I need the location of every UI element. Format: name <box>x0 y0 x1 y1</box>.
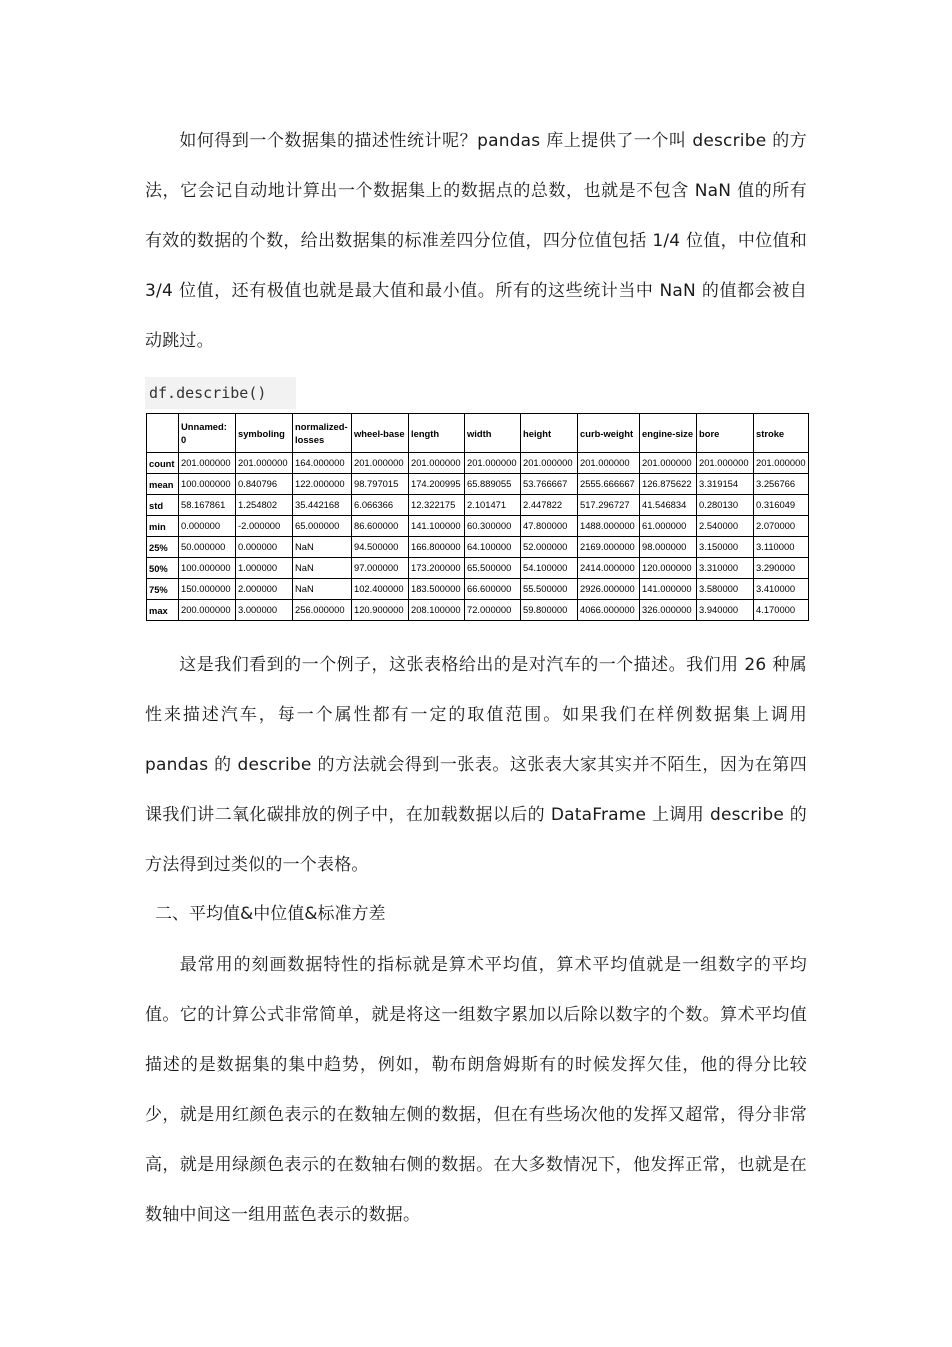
table-cell: 0.840796 <box>236 474 293 495</box>
table-cell: 0.316049 <box>754 495 809 516</box>
row-label: count <box>147 453 179 474</box>
row-label: std <box>147 495 179 516</box>
table-cell: 326.000000 <box>640 600 697 621</box>
table-cell: 102.400000 <box>352 579 409 600</box>
table-cell: 3.000000 <box>236 600 293 621</box>
table-cell: NaN <box>293 579 352 600</box>
column-header <box>147 414 179 453</box>
column-header: normalized-losses <box>293 414 352 453</box>
table-cell: 72.000000 <box>465 600 521 621</box>
table-cell: 97.000000 <box>352 558 409 579</box>
table-cell: 3.110000 <box>754 537 809 558</box>
table-cell: 0.280130 <box>697 495 754 516</box>
paragraph-text: 这是我们看到的一个例子，这张表格给出的是对汽车的一个描述。我们用 26 种属性来描述汽车，每一个属性都有一定的取值范围。如果我们在样例数据集上调用 pandas 的 describe 的方法就会得到一张表。这张表大家其实并不陌生，因为在第四课我们讲二氧化碳排放的例子中，在加载数据以后的 DataFrame 上调用 describe 的方法得到过类似的一个表格。 <box>145 655 807 875</box>
column-header: width <box>465 414 521 453</box>
table-cell: 174.200995 <box>409 474 465 495</box>
table-cell: 3.580000 <box>697 579 754 600</box>
row-label: max <box>147 600 179 621</box>
table-cell: 122.000000 <box>293 474 352 495</box>
paragraph-describe-intro <box>145 116 807 366</box>
table-cell: 65.889055 <box>465 474 521 495</box>
table-cell: 3.290000 <box>754 558 809 579</box>
table-cell: 47.800000 <box>521 516 578 537</box>
row-label: min <box>147 516 179 537</box>
table-cell: 4066.000000 <box>578 600 640 621</box>
table-cell: 173.200000 <box>409 558 465 579</box>
row-label: 75% <box>147 579 179 600</box>
table-cell: 41.546834 <box>640 495 697 516</box>
table-row <box>147 516 809 537</box>
table-cell: 150.000000 <box>179 579 236 600</box>
table-cell: 98.797015 <box>352 474 409 495</box>
table-cell: 66.600000 <box>465 579 521 600</box>
table-cell: 12.322175 <box>409 495 465 516</box>
table-cell: 166.800000 <box>409 537 465 558</box>
table-cell: 2.070000 <box>754 516 809 537</box>
table-cell: 53.766667 <box>521 474 578 495</box>
describe-table <box>146 413 809 621</box>
table-cell: 52.000000 <box>521 537 578 558</box>
column-header: bore <box>697 414 754 453</box>
table-cell: 64.100000 <box>465 537 521 558</box>
table-cell: 201.000000 <box>697 453 754 474</box>
table-row <box>147 474 809 495</box>
table-cell: 201.000000 <box>640 453 697 474</box>
table-cell: 0.000000 <box>179 516 236 537</box>
table-cell: NaN <box>293 537 352 558</box>
table-cell: 2.101471 <box>465 495 521 516</box>
table-cell: 100.000000 <box>179 474 236 495</box>
table-cell: -2.000000 <box>236 516 293 537</box>
column-header: curb-weight <box>578 414 640 453</box>
column-header: engine-size <box>640 414 697 453</box>
table-cell: 100.000000 <box>179 558 236 579</box>
table-cell: 141.000000 <box>640 579 697 600</box>
column-header: height <box>521 414 578 453</box>
table-cell: 201.000000 <box>578 453 640 474</box>
table-cell: 3.410000 <box>754 579 809 600</box>
table-cell: 3.940000 <box>697 600 754 621</box>
table-row <box>147 495 809 516</box>
table-cell: 4.170000 <box>754 600 809 621</box>
table-cell: 2555.666667 <box>578 474 640 495</box>
table-cell: 35.442168 <box>293 495 352 516</box>
table-cell: 2.447822 <box>521 495 578 516</box>
table-cell: 54.100000 <box>521 558 578 579</box>
row-label: mean <box>147 474 179 495</box>
table-row <box>147 537 809 558</box>
table-cell: 55.500000 <box>521 579 578 600</box>
table-cell: 126.875622 <box>640 474 697 495</box>
paragraph-text: 如何得到一个数据集的描述性统计呢？pandas 库上提供了一个叫 describe 的方法，它会记自动地计算出一个数据集上的数据点的总数，也就是不包含 NaN 值的所有有效的数据的个数，给出数据集的标准差四分位值，四分位值包括 1/4 位值，中位值和 3/4 位值，还有极值也就是最大值和最小值。所有的这些统计当中 NaN 的值都会被自动跳过。 <box>145 131 807 351</box>
table-row <box>147 558 809 579</box>
table-cell: 208.100000 <box>409 600 465 621</box>
table-cell: 86.600000 <box>352 516 409 537</box>
table-cell: 201.000000 <box>179 453 236 474</box>
table-cell: 94.500000 <box>352 537 409 558</box>
table-cell: 6.066366 <box>352 495 409 516</box>
table-cell: 3.256766 <box>754 474 809 495</box>
paragraph-mean <box>145 940 807 1240</box>
table-cell: 1488.000000 <box>578 516 640 537</box>
table-cell: 98.000000 <box>640 537 697 558</box>
table-cell: 517.296727 <box>578 495 640 516</box>
table-cell: 3.310000 <box>697 558 754 579</box>
table-cell: 201.000000 <box>409 453 465 474</box>
table-cell: 58.167861 <box>179 495 236 516</box>
table-cell: 50.000000 <box>179 537 236 558</box>
table-cell: 120.900000 <box>352 600 409 621</box>
table-cell: 141.100000 <box>409 516 465 537</box>
section-heading: 二、平均值&中位值&标准方差 <box>155 904 386 924</box>
row-label: 25% <box>147 537 179 558</box>
table-cell: 201.000000 <box>465 453 521 474</box>
paragraph-text: 最常用的刻画数据特性的指标就是算术平均值，算术平均值就是一组数字的平均值。它的计算公式非常简单，就是将这一组数字累加以后除以数字的个数。算术平均值描述的是数据集的集中趋势，例如，勒布朗詹姆斯有的时候发挥欠佳，他的得分比较少，就是用红颜色表示的在数轴左侧的数据，但在有些场次他的发挥又超常，得分非常高，就是用绿颜色表示的在数轴右侧的数据。在大多数情况下，他发挥正常，也就是在数轴中间这一组用蓝色表示的数据。 <box>145 955 807 1225</box>
table-cell: 164.000000 <box>293 453 352 474</box>
table-row <box>147 579 809 600</box>
table-cell: 183.500000 <box>409 579 465 600</box>
table-cell: 59.800000 <box>521 600 578 621</box>
table-cell: 65.500000 <box>465 558 521 579</box>
column-header: wheel-base <box>352 414 409 453</box>
column-header: Unnamed: 0 <box>179 414 236 453</box>
row-label: 50% <box>147 558 179 579</box>
table-cell: 201.000000 <box>236 453 293 474</box>
table-cell: 120.000000 <box>640 558 697 579</box>
table-cell: 1.254802 <box>236 495 293 516</box>
table-cell: 0.000000 <box>236 537 293 558</box>
column-header: stroke <box>754 414 809 453</box>
table-cell: 2414.000000 <box>578 558 640 579</box>
table-cell: NaN <box>293 558 352 579</box>
table-cell: 2169.000000 <box>578 537 640 558</box>
table-cell: 200.000000 <box>179 600 236 621</box>
table-cell: 256.000000 <box>293 600 352 621</box>
table-cell: 3.150000 <box>697 537 754 558</box>
table-cell: 201.000000 <box>352 453 409 474</box>
table-cell: 2926.000000 <box>578 579 640 600</box>
table-cell: 1.000000 <box>236 558 293 579</box>
code-snippet: df.describe() <box>145 377 296 409</box>
paragraph-example <box>145 640 807 890</box>
table-row <box>147 453 809 474</box>
table-cell: 65.000000 <box>293 516 352 537</box>
table-header-row <box>147 414 809 453</box>
table-cell: 3.319154 <box>697 474 754 495</box>
table-cell: 2.540000 <box>697 516 754 537</box>
column-header: length <box>409 414 465 453</box>
table-cell: 61.000000 <box>640 516 697 537</box>
table-cell: 201.000000 <box>754 453 809 474</box>
table-row <box>147 600 809 621</box>
table-cell: 60.300000 <box>465 516 521 537</box>
table-cell: 201.000000 <box>521 453 578 474</box>
table-cell: 2.000000 <box>236 579 293 600</box>
column-header: symboling <box>236 414 293 453</box>
